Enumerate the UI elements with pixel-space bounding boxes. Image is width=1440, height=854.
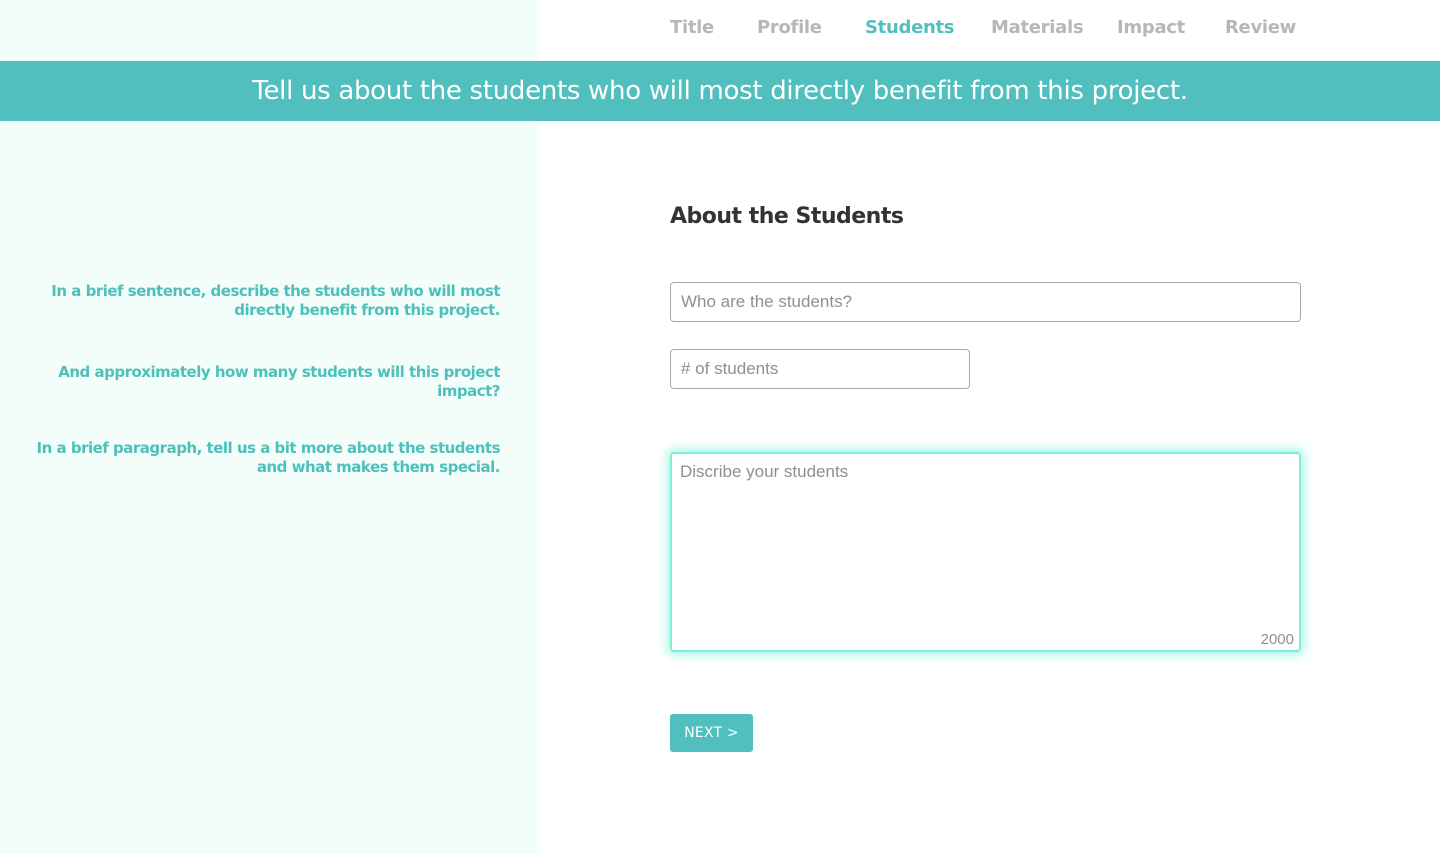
nav-item-review[interactable]: Review bbox=[1225, 17, 1297, 38]
step-navigation bbox=[540, 0, 1440, 61]
section-title: About the Students bbox=[670, 204, 904, 229]
who-are-students-input[interactable] bbox=[670, 282, 1301, 322]
nav-item-students[interactable]: Students bbox=[865, 17, 955, 38]
prompt-student-count: And approximately how many students will this project impact? bbox=[58, 363, 500, 400]
nav-item-impact[interactable]: Impact bbox=[1117, 17, 1185, 38]
prompt-describe-students: In a brief paragraph, tell us a bit more about the students and what makes them special. bbox=[36, 439, 500, 476]
page-banner bbox=[0, 61, 1440, 121]
char-limit-counter: 2000 bbox=[1260, 631, 1294, 648]
banner-text: Tell us about the students who will most directly benefit from this project. bbox=[252, 76, 1188, 106]
nav-item-title[interactable]: Title bbox=[670, 17, 714, 38]
nav-item-materials[interactable]: Materials bbox=[991, 17, 1084, 38]
describe-students-textarea[interactable] bbox=[672, 454, 1299, 650]
student-count-input[interactable] bbox=[670, 349, 970, 389]
prompt-who-students: In a brief sentence, describe the students who will most directly benefit from this project. bbox=[51, 282, 500, 319]
describe-students-field bbox=[670, 452, 1301, 652]
nav-item-profile[interactable]: Profile bbox=[757, 17, 822, 38]
next-button[interactable]: NEXT > bbox=[670, 714, 753, 752]
left-panel bbox=[0, 0, 540, 854]
